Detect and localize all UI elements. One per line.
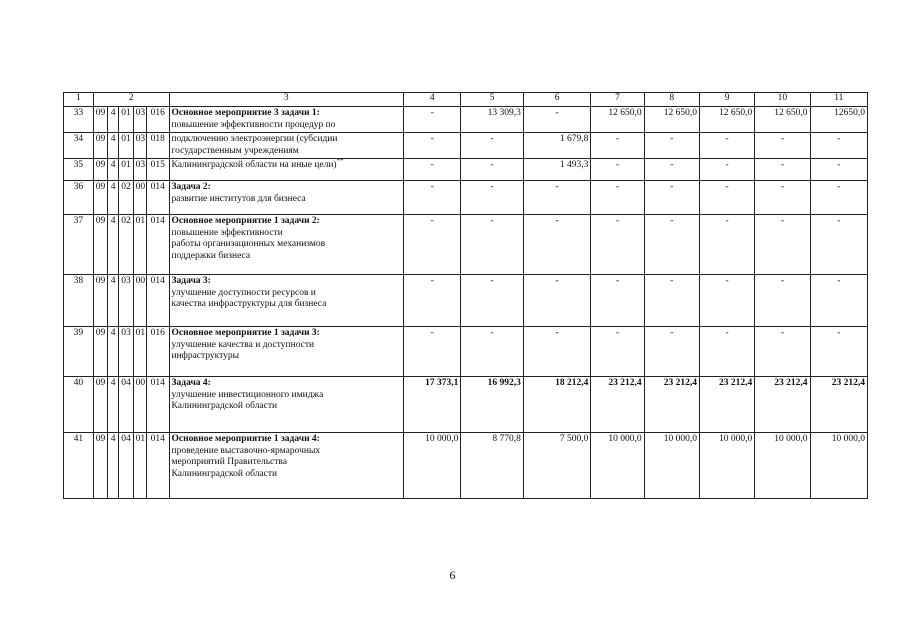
- code-cell: 00: [133, 377, 146, 433]
- value-cell: 16 992,3: [461, 377, 523, 433]
- description-line: [172, 351, 402, 363]
- code-cell: 03: [133, 133, 146, 159]
- description-line-text: улучшение доступности ресурсов и: [171, 287, 316, 298]
- table-row: [64, 275, 868, 327]
- header-cell: 3: [169, 93, 404, 107]
- description-line: [172, 390, 402, 402]
- description-line-text: проведение выставочно-ярмарочных: [171, 445, 321, 456]
- value-cell: -: [755, 215, 810, 275]
- code-cell: 01: [119, 159, 133, 181]
- description-line-text: Калининградской области: [171, 401, 278, 411]
- description-line-text: повышение эффективности процедур по: [171, 119, 336, 130]
- header-cell: 1: [64, 93, 94, 107]
- value-cell: -: [755, 327, 810, 377]
- code-cell: 04: [119, 433, 133, 499]
- code-cell: 015: [146, 159, 169, 181]
- value-cell: -: [404, 159, 461, 181]
- description-title: Задача 3:: [171, 276, 211, 286]
- value-cell: -: [461, 133, 523, 159]
- value-cell: 12 650,0: [755, 107, 810, 133]
- table-row: [64, 215, 868, 275]
- description-line-text: поддержки бизнеса: [171, 250, 251, 261]
- value-cell: 23 212,4: [644, 377, 699, 433]
- description-line-text: Калининградской области на иные цели): [171, 160, 337, 170]
- code-cell: 01: [133, 433, 146, 499]
- code-cell: 02: [119, 181, 133, 215]
- value-cell: 10 000,0: [591, 433, 644, 499]
- description-line: [172, 228, 402, 240]
- value-cell: -: [404, 327, 461, 377]
- table-row: [64, 159, 868, 181]
- value-cell: -: [404, 181, 461, 215]
- code-cell: 014: [146, 377, 169, 433]
- header-cell: 9: [699, 93, 754, 107]
- budget-table: [63, 92, 868, 499]
- description-cell: [169, 133, 404, 159]
- value-cell: -: [644, 159, 699, 181]
- code-cell: 00: [133, 275, 146, 327]
- description-line: [172, 340, 402, 352]
- value-cell: -: [523, 181, 591, 215]
- description-line: [172, 469, 402, 481]
- value-cell: 23 212,4: [591, 377, 644, 433]
- description-line: [172, 446, 402, 458]
- code-cell: 4: [108, 215, 119, 275]
- value-cell: 13 309,3: [461, 107, 523, 133]
- description-line: [172, 401, 402, 413]
- value-cell: 1 679,8: [523, 133, 591, 159]
- table-row: [64, 107, 868, 133]
- value-cell: -: [461, 215, 523, 275]
- value-cell: -: [644, 181, 699, 215]
- table-row: [64, 377, 868, 433]
- value-cell: 7 500,0: [523, 433, 591, 499]
- description-cell: [169, 275, 404, 327]
- code-cell: 014: [146, 275, 169, 327]
- code-cell: 4: [108, 377, 119, 433]
- code-cell: 014: [146, 215, 169, 275]
- value-cell: -: [755, 133, 810, 159]
- row-number-cell: 36: [64, 181, 94, 215]
- table-row: [64, 433, 868, 499]
- description-title: Основное мероприятие 1 задачи 2:: [171, 216, 320, 226]
- value-cell: -: [755, 181, 810, 215]
- code-cell: 02: [119, 215, 133, 275]
- description-title: Основное мероприятие 1 задачи 3:: [171, 328, 320, 338]
- value-cell: -: [461, 327, 523, 377]
- value-cell: 23 212,4: [810, 377, 867, 433]
- code-cell: 4: [108, 159, 119, 181]
- header-cell: 7: [591, 93, 644, 107]
- value-cell: -: [699, 215, 754, 275]
- code-cell: 014: [146, 433, 169, 499]
- description-line-text: инфраструктуры: [171, 351, 240, 361]
- code-cell: 018: [146, 133, 169, 159]
- value-cell: -: [404, 275, 461, 327]
- code-cell: 09: [93, 377, 107, 433]
- code-cell: 016: [146, 327, 169, 377]
- code-cell: 09: [93, 275, 107, 327]
- description-line-text: повышение эффективности: [171, 227, 283, 238]
- code-cell: 09: [93, 159, 107, 181]
- value-cell: -: [699, 159, 754, 181]
- code-cell: 01: [133, 215, 146, 275]
- code-cell: 09: [93, 215, 107, 275]
- header-cell: 11: [810, 93, 867, 107]
- value-cell: -: [810, 327, 867, 377]
- value-cell: -: [404, 107, 461, 133]
- code-cell: 03: [133, 159, 146, 181]
- code-cell: 4: [108, 433, 119, 499]
- header-cell: 5: [461, 93, 523, 107]
- code-cell: 4: [108, 107, 119, 133]
- footnote-marker: **: [336, 156, 344, 165]
- code-cell: 09: [93, 107, 107, 133]
- description-line-text: работы организационных механизмов: [171, 239, 326, 249]
- description-line-text: подключению электроэнергии (субсидии: [171, 134, 338, 144]
- table-body: [64, 107, 868, 499]
- value-cell: -: [461, 181, 523, 215]
- code-cell: 04: [119, 377, 133, 433]
- row-number-cell: 38: [64, 275, 94, 327]
- description-line: [172, 251, 402, 263]
- value-cell: -: [591, 181, 644, 215]
- header-cell: 4: [404, 93, 461, 107]
- row-number-cell: 33: [64, 107, 94, 133]
- description-cell: [169, 377, 404, 433]
- row-number-cell: 40: [64, 377, 94, 433]
- value-cell: -: [404, 215, 461, 275]
- description-line: [172, 457, 402, 469]
- table-row: [64, 181, 868, 215]
- description-line-text: качества инфраструктуры для бизнеса: [171, 299, 327, 309]
- description-line-text: мероприятий Правительства: [171, 457, 287, 467]
- description-title: Задача 2:: [171, 182, 211, 192]
- value-cell: -: [591, 159, 644, 181]
- row-number-cell: 35: [64, 159, 94, 181]
- code-cell: 01: [119, 133, 133, 159]
- code-cell: 014: [146, 181, 169, 215]
- code-cell: 01: [119, 107, 133, 133]
- description-cell: [169, 181, 404, 215]
- code-cell: 4: [108, 327, 119, 377]
- description-line: [172, 134, 402, 146]
- code-cell: 09: [93, 181, 107, 215]
- description-line-text: улучшение качества и доступности: [171, 339, 315, 350]
- value-cell: -: [591, 215, 644, 275]
- row-number-cell: 37: [64, 215, 94, 275]
- value-cell: 23 212,4: [699, 377, 754, 433]
- value-cell: -: [755, 275, 810, 327]
- code-cell: 4: [108, 133, 119, 159]
- value-cell: 17 373,1: [404, 377, 461, 433]
- value-cell: -: [591, 327, 644, 377]
- description-title: Основное мероприятие 3 задачи 1:: [171, 108, 320, 118]
- code-cell: 09: [93, 133, 107, 159]
- description-line: [172, 194, 402, 206]
- value-cell: 10 000,0: [644, 433, 699, 499]
- value-cell: -: [461, 275, 523, 327]
- header-cell: 2: [93, 93, 169, 107]
- value-cell: 10 000,0: [699, 433, 754, 499]
- description-cell: [169, 107, 404, 133]
- code-cell: 03: [119, 275, 133, 327]
- value-cell: 18 212,4: [523, 377, 591, 433]
- value-cell: -: [591, 275, 644, 327]
- header-row: [64, 93, 868, 107]
- value-cell: -: [644, 133, 699, 159]
- table-row: [64, 327, 868, 377]
- code-cell: 00: [133, 181, 146, 215]
- value-cell: -: [461, 159, 523, 181]
- page-number: 6: [449, 568, 456, 582]
- description-line: [172, 120, 402, 132]
- code-cell: 03: [119, 327, 133, 377]
- code-cell: 09: [93, 433, 107, 499]
- value-cell: -: [404, 133, 461, 159]
- value-cell: -: [523, 215, 591, 275]
- description-line-text: улучшение инвестиционного имиджа: [171, 389, 324, 400]
- value-cell: -: [755, 159, 810, 181]
- header-cell: 6: [523, 93, 591, 107]
- value-cell: -: [699, 275, 754, 327]
- value-cell: -: [699, 181, 754, 215]
- value-cell: 10 000,0: [404, 433, 461, 499]
- description-line: [172, 299, 402, 311]
- value-cell: -: [699, 327, 754, 377]
- value-cell: -: [810, 159, 867, 181]
- value-cell: 12 650,0: [591, 107, 644, 133]
- row-number-cell: 41: [64, 433, 94, 499]
- row-number-cell: 39: [64, 327, 94, 377]
- value-cell: 10 000,0: [810, 433, 867, 499]
- header-cell: 10: [755, 93, 810, 107]
- description-line-text: Калининградской области: [171, 468, 278, 479]
- code-cell: 01: [133, 327, 146, 377]
- description-line-text: развитие институтов для бизнеса: [171, 193, 306, 204]
- description-line-text: государственным учреждениям: [171, 145, 299, 156]
- value-cell: -: [810, 215, 867, 275]
- row-number-cell: 34: [64, 133, 94, 159]
- value-cell: -: [644, 215, 699, 275]
- code-cell: 016: [146, 107, 169, 133]
- description-cell: [169, 156, 404, 181]
- description-line: [171, 156, 402, 172]
- value-cell: -: [591, 133, 644, 159]
- description-line: [172, 288, 402, 300]
- code-cell: 4: [108, 181, 119, 215]
- description-title: Основное мероприятие 1 задачи 4:: [171, 434, 320, 444]
- value-cell: -: [523, 327, 591, 377]
- description-cell: [169, 433, 404, 499]
- value-cell: 1 493,3: [523, 159, 591, 181]
- value-cell: 23 212,4: [755, 377, 810, 433]
- value-cell: 12 650,0: [644, 107, 699, 133]
- table-row: [64, 133, 868, 159]
- value-cell: -: [523, 107, 591, 133]
- value-cell: -: [644, 275, 699, 327]
- code-cell: 03: [133, 107, 146, 133]
- header-cell: 8: [644, 93, 699, 107]
- code-cell: 4: [108, 275, 119, 327]
- value-cell: 8 770,8: [461, 433, 523, 499]
- value-cell: 12650,0: [810, 107, 867, 133]
- description-title: Задача 4:: [171, 378, 211, 388]
- value-cell: -: [810, 133, 867, 159]
- value-cell: 10 000,0: [755, 433, 810, 499]
- value-cell: -: [523, 275, 591, 327]
- value-cell: 12 650,0: [699, 107, 754, 133]
- description-cell: [169, 327, 404, 377]
- description-line: [172, 239, 402, 251]
- value-cell: -: [644, 327, 699, 377]
- description-cell: [169, 215, 404, 275]
- value-cell: -: [810, 275, 867, 327]
- value-cell: -: [699, 133, 754, 159]
- value-cell: -: [810, 181, 867, 215]
- code-cell: 09: [93, 327, 107, 377]
- description-line: [172, 146, 402, 158]
